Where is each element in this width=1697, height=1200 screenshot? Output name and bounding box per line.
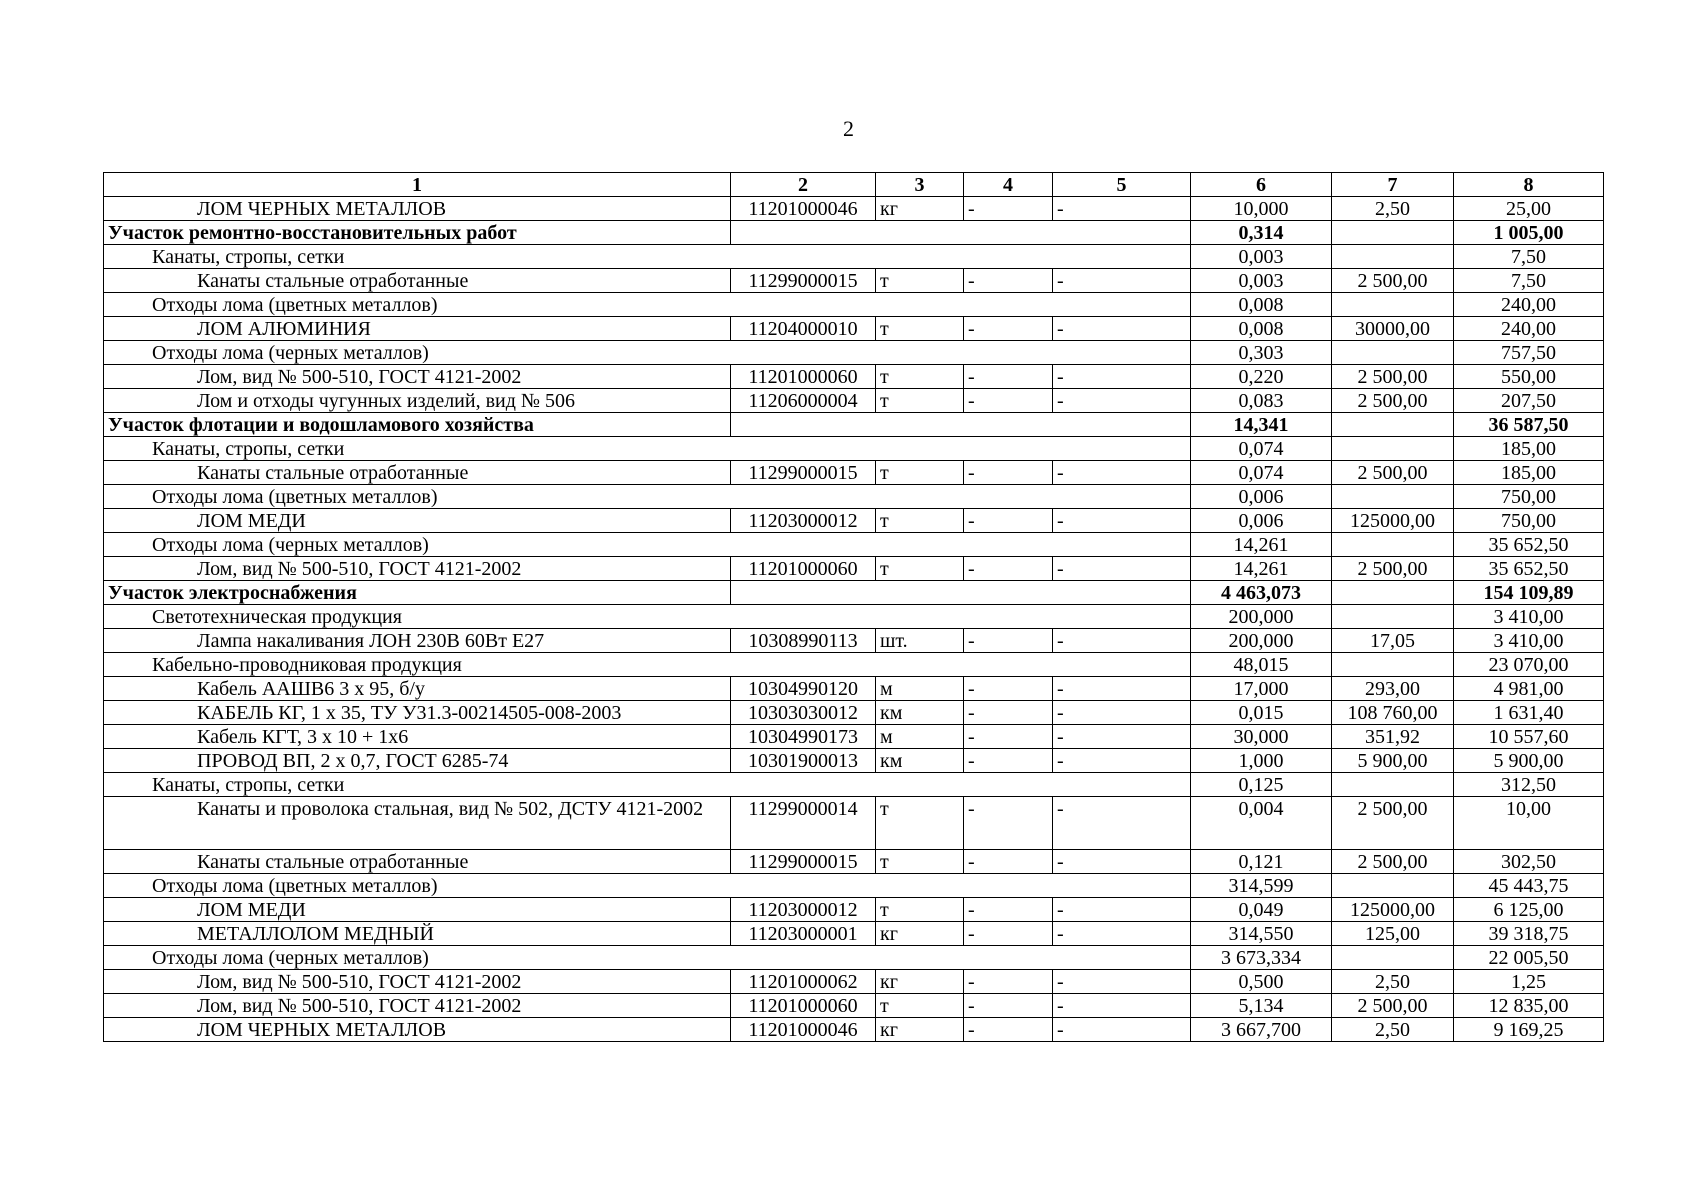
item-code: 11201000060 <box>731 994 876 1018</box>
item-col4: - <box>964 509 1053 533</box>
item-price: 2 500,00 <box>1332 994 1454 1018</box>
section-row <box>104 221 1604 245</box>
item-price: 2 500,00 <box>1332 389 1454 413</box>
item-sum: 302,50 <box>1454 850 1604 874</box>
item-sum: 1,25 <box>1454 970 1604 994</box>
item-name: Кабель КГТ, 3 х 10 + 1х6 <box>104 725 731 749</box>
section-name: Участок электроснабжения <box>104 581 731 605</box>
item-qty: 3 667,700 <box>1191 1018 1332 1042</box>
item-col4: - <box>964 898 1053 922</box>
group-sum: 45 443,75 <box>1454 874 1604 898</box>
item-row <box>104 994 1604 1018</box>
item-qty: 1,000 <box>1191 749 1332 773</box>
group-sum: 750,00 <box>1454 485 1604 509</box>
col-header-4: 4 <box>964 173 1053 197</box>
item-qty: 30,000 <box>1191 725 1332 749</box>
item-unit: кг <box>876 970 964 994</box>
item-code: 11203000012 <box>731 898 876 922</box>
item-sum: 12 835,00 <box>1454 994 1604 1018</box>
item-code: 11201000046 <box>731 197 876 221</box>
group-sum: 23 070,00 <box>1454 653 1604 677</box>
group-row <box>104 773 1604 797</box>
section-row <box>104 413 1604 437</box>
item-col5: - <box>1053 677 1191 701</box>
item-qty: 0,220 <box>1191 365 1332 389</box>
section-qty: 4 463,073 <box>1191 581 1332 605</box>
item-qty: 0,006 <box>1191 509 1332 533</box>
group-sum: 35 652,50 <box>1454 533 1604 557</box>
item-qty: 0,121 <box>1191 850 1332 874</box>
item-price: 125,00 <box>1332 922 1454 946</box>
item-col5: - <box>1053 970 1191 994</box>
item-qty: 5,134 <box>1191 994 1332 1018</box>
group-sum: 22 005,50 <box>1454 946 1604 970</box>
item-row <box>104 898 1604 922</box>
item-name: Лом и отходы чугунных изделий, вид № 506 <box>104 389 731 413</box>
group-sum: 757,50 <box>1454 341 1604 365</box>
item-row <box>104 850 1604 874</box>
item-sum: 3 410,00 <box>1454 629 1604 653</box>
item-row <box>104 749 1604 773</box>
group-row <box>104 341 1604 365</box>
item-name: Кабель ААШВ6 3 х 95, б/у <box>104 677 731 701</box>
group-price-blank <box>1332 341 1454 365</box>
item-sum: 207,50 <box>1454 389 1604 413</box>
item-qty: 0,015 <box>1191 701 1332 725</box>
item-sum: 4 981,00 <box>1454 677 1604 701</box>
section-sum: 36 587,50 <box>1454 413 1604 437</box>
group-price-blank <box>1332 437 1454 461</box>
section-sum: 1 005,00 <box>1454 221 1604 245</box>
group-qty: 314,599 <box>1191 874 1332 898</box>
item-code: 11201000060 <box>731 365 876 389</box>
item-code: 11299000015 <box>731 269 876 293</box>
group-price-blank <box>1332 485 1454 509</box>
item-code: 11201000060 <box>731 557 876 581</box>
item-qty: 0,004 <box>1191 797 1332 850</box>
item-col5: - <box>1053 922 1191 946</box>
section-price-blank <box>1332 581 1454 605</box>
item-col4: - <box>964 365 1053 389</box>
item-col4: - <box>964 701 1053 725</box>
item-col5: - <box>1053 749 1191 773</box>
item-code: 11206000004 <box>731 389 876 413</box>
item-name: ПРОВОД ВП, 2 х 0,7, ГОСТ 6285-74 <box>104 749 731 773</box>
item-price: 17,05 <box>1332 629 1454 653</box>
item-unit: м <box>876 725 964 749</box>
item-name: Лом, вид № 500-510, ГОСТ 4121-2002 <box>104 994 731 1018</box>
item-code: 10304990120 <box>731 677 876 701</box>
item-col5: - <box>1053 557 1191 581</box>
item-row <box>104 629 1604 653</box>
item-price: 2 500,00 <box>1332 365 1454 389</box>
item-col5: - <box>1053 1018 1191 1042</box>
item-name: Лом, вид № 500-510, ГОСТ 4121-2002 <box>104 557 731 581</box>
group-name: Кабельно-проводниковая продукция <box>104 653 1191 677</box>
item-price: 293,00 <box>1332 677 1454 701</box>
item-code: 11201000046 <box>731 1018 876 1042</box>
section-qty: 0,314 <box>1191 221 1332 245</box>
group-name: Канаты, стропы, сетки <box>104 437 1191 461</box>
group-row <box>104 293 1604 317</box>
group-price-blank <box>1332 293 1454 317</box>
group-row <box>104 874 1604 898</box>
item-row <box>104 461 1604 485</box>
item-name: ЛОМ МЕДИ <box>104 898 731 922</box>
section-name: Участок флотации и водошламового хозяйства <box>104 413 731 437</box>
item-price: 108 760,00 <box>1332 701 1454 725</box>
group-name: Светотехническая продукция <box>104 605 1191 629</box>
item-unit: км <box>876 749 964 773</box>
item-unit: т <box>876 557 964 581</box>
item-sum: 35 652,50 <box>1454 557 1604 581</box>
item-col4: - <box>964 197 1053 221</box>
item-unit: т <box>876 269 964 293</box>
group-price-blank <box>1332 946 1454 970</box>
item-col4: - <box>964 850 1053 874</box>
item-name: Лом, вид № 500-510, ГОСТ 4121-2002 <box>104 365 731 389</box>
item-col5: - <box>1053 365 1191 389</box>
item-sum: 39 318,75 <box>1454 922 1604 946</box>
item-name: Канаты стальные отработанные <box>104 850 731 874</box>
section-name: Участок ремонтно-восстановительных работ <box>104 221 731 245</box>
item-unit: т <box>876 461 964 485</box>
col-header-3: 3 <box>876 173 964 197</box>
group-sum: 312,50 <box>1454 773 1604 797</box>
item-qty: 14,261 <box>1191 557 1332 581</box>
item-col5: - <box>1053 994 1191 1018</box>
col-header-2: 2 <box>731 173 876 197</box>
item-row <box>104 725 1604 749</box>
item-price: 5 900,00 <box>1332 749 1454 773</box>
item-sum: 750,00 <box>1454 509 1604 533</box>
item-row <box>104 389 1604 413</box>
item-unit: т <box>876 389 964 413</box>
item-col4: - <box>964 461 1053 485</box>
item-col4: - <box>964 389 1053 413</box>
item-qty: 0,083 <box>1191 389 1332 413</box>
item-name: ЛОМ МЕДИ <box>104 509 731 533</box>
item-price: 125000,00 <box>1332 898 1454 922</box>
item-row <box>104 1018 1604 1042</box>
item-col5: - <box>1053 629 1191 653</box>
item-code: 10308990113 <box>731 629 876 653</box>
group-price-blank <box>1332 605 1454 629</box>
item-col4: - <box>964 629 1053 653</box>
group-sum: 7,50 <box>1454 245 1604 269</box>
page-number: 2 <box>843 116 854 141</box>
section-row <box>104 581 1604 605</box>
item-name: ЛОМ ЧЕРНЫХ МЕТАЛЛОВ <box>104 1018 731 1042</box>
item-sum: 25,00 <box>1454 197 1604 221</box>
item-qty: 314,550 <box>1191 922 1332 946</box>
group-price-blank <box>1332 653 1454 677</box>
item-qty: 0,003 <box>1191 269 1332 293</box>
group-price-blank <box>1332 773 1454 797</box>
item-name: Канаты и проволока стальная, вид № 502, ДСТУ 4121-2002 <box>104 797 731 850</box>
item-code: 11299000015 <box>731 850 876 874</box>
group-name: Канаты, стропы, сетки <box>104 245 1191 269</box>
item-col4: - <box>964 725 1053 749</box>
col-header-1: 1 <box>104 173 731 197</box>
item-price: 351,92 <box>1332 725 1454 749</box>
item-unit: кг <box>876 197 964 221</box>
item-price: 2 500,00 <box>1332 269 1454 293</box>
group-row <box>104 533 1604 557</box>
item-price: 2,50 <box>1332 970 1454 994</box>
item-price: 2 500,00 <box>1332 557 1454 581</box>
section-blank <box>731 221 1191 245</box>
item-code: 11299000015 <box>731 461 876 485</box>
item-qty: 0,500 <box>1191 970 1332 994</box>
item-sum: 10 557,60 <box>1454 725 1604 749</box>
item-sum: 6 125,00 <box>1454 898 1604 922</box>
item-row <box>104 970 1604 994</box>
item-code: 11201000062 <box>731 970 876 994</box>
item-price: 2,50 <box>1332 197 1454 221</box>
group-name: Канаты, стропы, сетки <box>104 773 1191 797</box>
item-code: 10304990173 <box>731 725 876 749</box>
item-name: Лампа накаливания ЛОН 230В 60Вт Е27 <box>104 629 731 653</box>
group-qty: 0,074 <box>1191 437 1332 461</box>
section-qty: 14,341 <box>1191 413 1332 437</box>
group-qty: 0,006 <box>1191 485 1332 509</box>
item-col5: - <box>1053 701 1191 725</box>
group-row <box>104 437 1604 461</box>
item-qty: 200,000 <box>1191 629 1332 653</box>
item-name: Канаты стальные отработанные <box>104 269 731 293</box>
item-row <box>104 365 1604 389</box>
item-col4: - <box>964 970 1053 994</box>
item-row <box>104 197 1604 221</box>
item-price: 2 500,00 <box>1332 461 1454 485</box>
item-name: МЕТАЛЛОЛОМ МЕДНЫЙ <box>104 922 731 946</box>
item-price: 2 500,00 <box>1332 797 1454 850</box>
item-col4: - <box>964 994 1053 1018</box>
group-name: Отходы лома (цветных металлов) <box>104 485 1191 509</box>
item-col5: - <box>1053 389 1191 413</box>
group-name: Отходы лома (черных металлов) <box>104 946 1191 970</box>
item-col5: - <box>1053 461 1191 485</box>
group-name: Отходы лома (черных металлов) <box>104 341 1191 365</box>
header-row <box>104 173 1604 197</box>
group-qty: 3 673,334 <box>1191 946 1332 970</box>
item-name: КАБЕЛЬ КГ, 1 х 35, ТУ У31.3-00214505-008-2003 <box>104 701 731 725</box>
group-qty: 14,261 <box>1191 533 1332 557</box>
group-price-blank <box>1332 245 1454 269</box>
item-unit: шт. <box>876 629 964 653</box>
item-row <box>104 701 1604 725</box>
item-unit: кг <box>876 922 964 946</box>
item-col5: - <box>1053 509 1191 533</box>
group-price-blank <box>1332 874 1454 898</box>
group-sum: 240,00 <box>1454 293 1604 317</box>
group-sum: 3 410,00 <box>1454 605 1604 629</box>
item-sum: 185,00 <box>1454 461 1604 485</box>
item-unit: т <box>876 365 964 389</box>
item-col4: - <box>964 269 1053 293</box>
item-qty: 17,000 <box>1191 677 1332 701</box>
item-row <box>104 269 1604 293</box>
item-code: 10301900013 <box>731 749 876 773</box>
item-unit: т <box>876 797 964 850</box>
item-unit: км <box>876 701 964 725</box>
item-code: 11204000010 <box>731 317 876 341</box>
group-row <box>104 245 1604 269</box>
group-name: Отходы лома (цветных металлов) <box>104 293 1191 317</box>
section-price-blank <box>1332 413 1454 437</box>
item-row <box>104 509 1604 533</box>
group-qty: 0,008 <box>1191 293 1332 317</box>
group-qty: 0,003 <box>1191 245 1332 269</box>
item-row <box>104 797 1604 850</box>
item-unit: т <box>876 850 964 874</box>
item-row <box>104 557 1604 581</box>
section-blank <box>731 581 1191 605</box>
group-row <box>104 946 1604 970</box>
item-col5: - <box>1053 725 1191 749</box>
item-col4: - <box>964 677 1053 701</box>
group-qty: 0,303 <box>1191 341 1332 365</box>
item-price: 2,50 <box>1332 1018 1454 1042</box>
item-unit: т <box>876 317 964 341</box>
group-sum: 185,00 <box>1454 437 1604 461</box>
item-qty: 0,074 <box>1191 461 1332 485</box>
col-header-6: 6 <box>1191 173 1332 197</box>
section-blank <box>731 413 1191 437</box>
group-qty: 200,000 <box>1191 605 1332 629</box>
item-qty: 0,049 <box>1191 898 1332 922</box>
item-sum: 550,00 <box>1454 365 1604 389</box>
item-name: ЛОМ ЧЕРНЫХ МЕТАЛЛОВ <box>104 197 731 221</box>
group-row <box>104 605 1604 629</box>
item-sum: 7,50 <box>1454 269 1604 293</box>
item-col5: - <box>1053 898 1191 922</box>
col-header-7: 7 <box>1332 173 1454 197</box>
item-code: 10303030012 <box>731 701 876 725</box>
item-qty: 0,008 <box>1191 317 1332 341</box>
item-unit: кг <box>876 1018 964 1042</box>
item-sum: 9 169,25 <box>1454 1018 1604 1042</box>
item-row <box>104 677 1604 701</box>
item-sum: 10,00 <box>1454 797 1604 850</box>
section-price-blank <box>1332 221 1454 245</box>
item-row <box>104 317 1604 341</box>
group-name: Отходы лома (черных металлов) <box>104 533 1191 557</box>
item-code: 11203000012 <box>731 509 876 533</box>
item-col5: - <box>1053 797 1191 850</box>
item-unit: т <box>876 898 964 922</box>
item-sum: 5 900,00 <box>1454 749 1604 773</box>
item-name: Канаты стальные отработанные <box>104 461 731 485</box>
item-sum: 1 631,40 <box>1454 701 1604 725</box>
group-qty: 48,015 <box>1191 653 1332 677</box>
group-price-blank <box>1332 533 1454 557</box>
item-unit: т <box>876 509 964 533</box>
item-row <box>104 922 1604 946</box>
item-name: ЛОМ АЛЮМИНИЯ <box>104 317 731 341</box>
group-name: Отходы лома (цветных металлов) <box>104 874 1191 898</box>
item-unit: т <box>876 994 964 1018</box>
item-col4: - <box>964 797 1053 850</box>
col-header-5: 5 <box>1053 173 1191 197</box>
group-row <box>104 653 1604 677</box>
item-code: 11299000014 <box>731 797 876 850</box>
item-price: 30000,00 <box>1332 317 1454 341</box>
item-col5: - <box>1053 850 1191 874</box>
item-code: 11203000001 <box>731 922 876 946</box>
item-price: 2 500,00 <box>1332 850 1454 874</box>
item-col4: - <box>964 1018 1053 1042</box>
item-name: Лом, вид № 500-510, ГОСТ 4121-2002 <box>104 970 731 994</box>
item-col4: - <box>964 317 1053 341</box>
group-row <box>104 485 1604 509</box>
section-sum: 154 109,89 <box>1454 581 1604 605</box>
item-col5: - <box>1053 197 1191 221</box>
item-col5: - <box>1053 317 1191 341</box>
item-col5: - <box>1053 269 1191 293</box>
item-col4: - <box>964 557 1053 581</box>
item-unit: м <box>876 677 964 701</box>
item-qty: 10,000 <box>1191 197 1332 221</box>
group-qty: 0,125 <box>1191 773 1332 797</box>
col-header-8: 8 <box>1454 173 1604 197</box>
item-sum: 240,00 <box>1454 317 1604 341</box>
item-price: 125000,00 <box>1332 509 1454 533</box>
item-col4: - <box>964 749 1053 773</box>
waste-table <box>103 172 1604 1042</box>
item-col4: - <box>964 922 1053 946</box>
